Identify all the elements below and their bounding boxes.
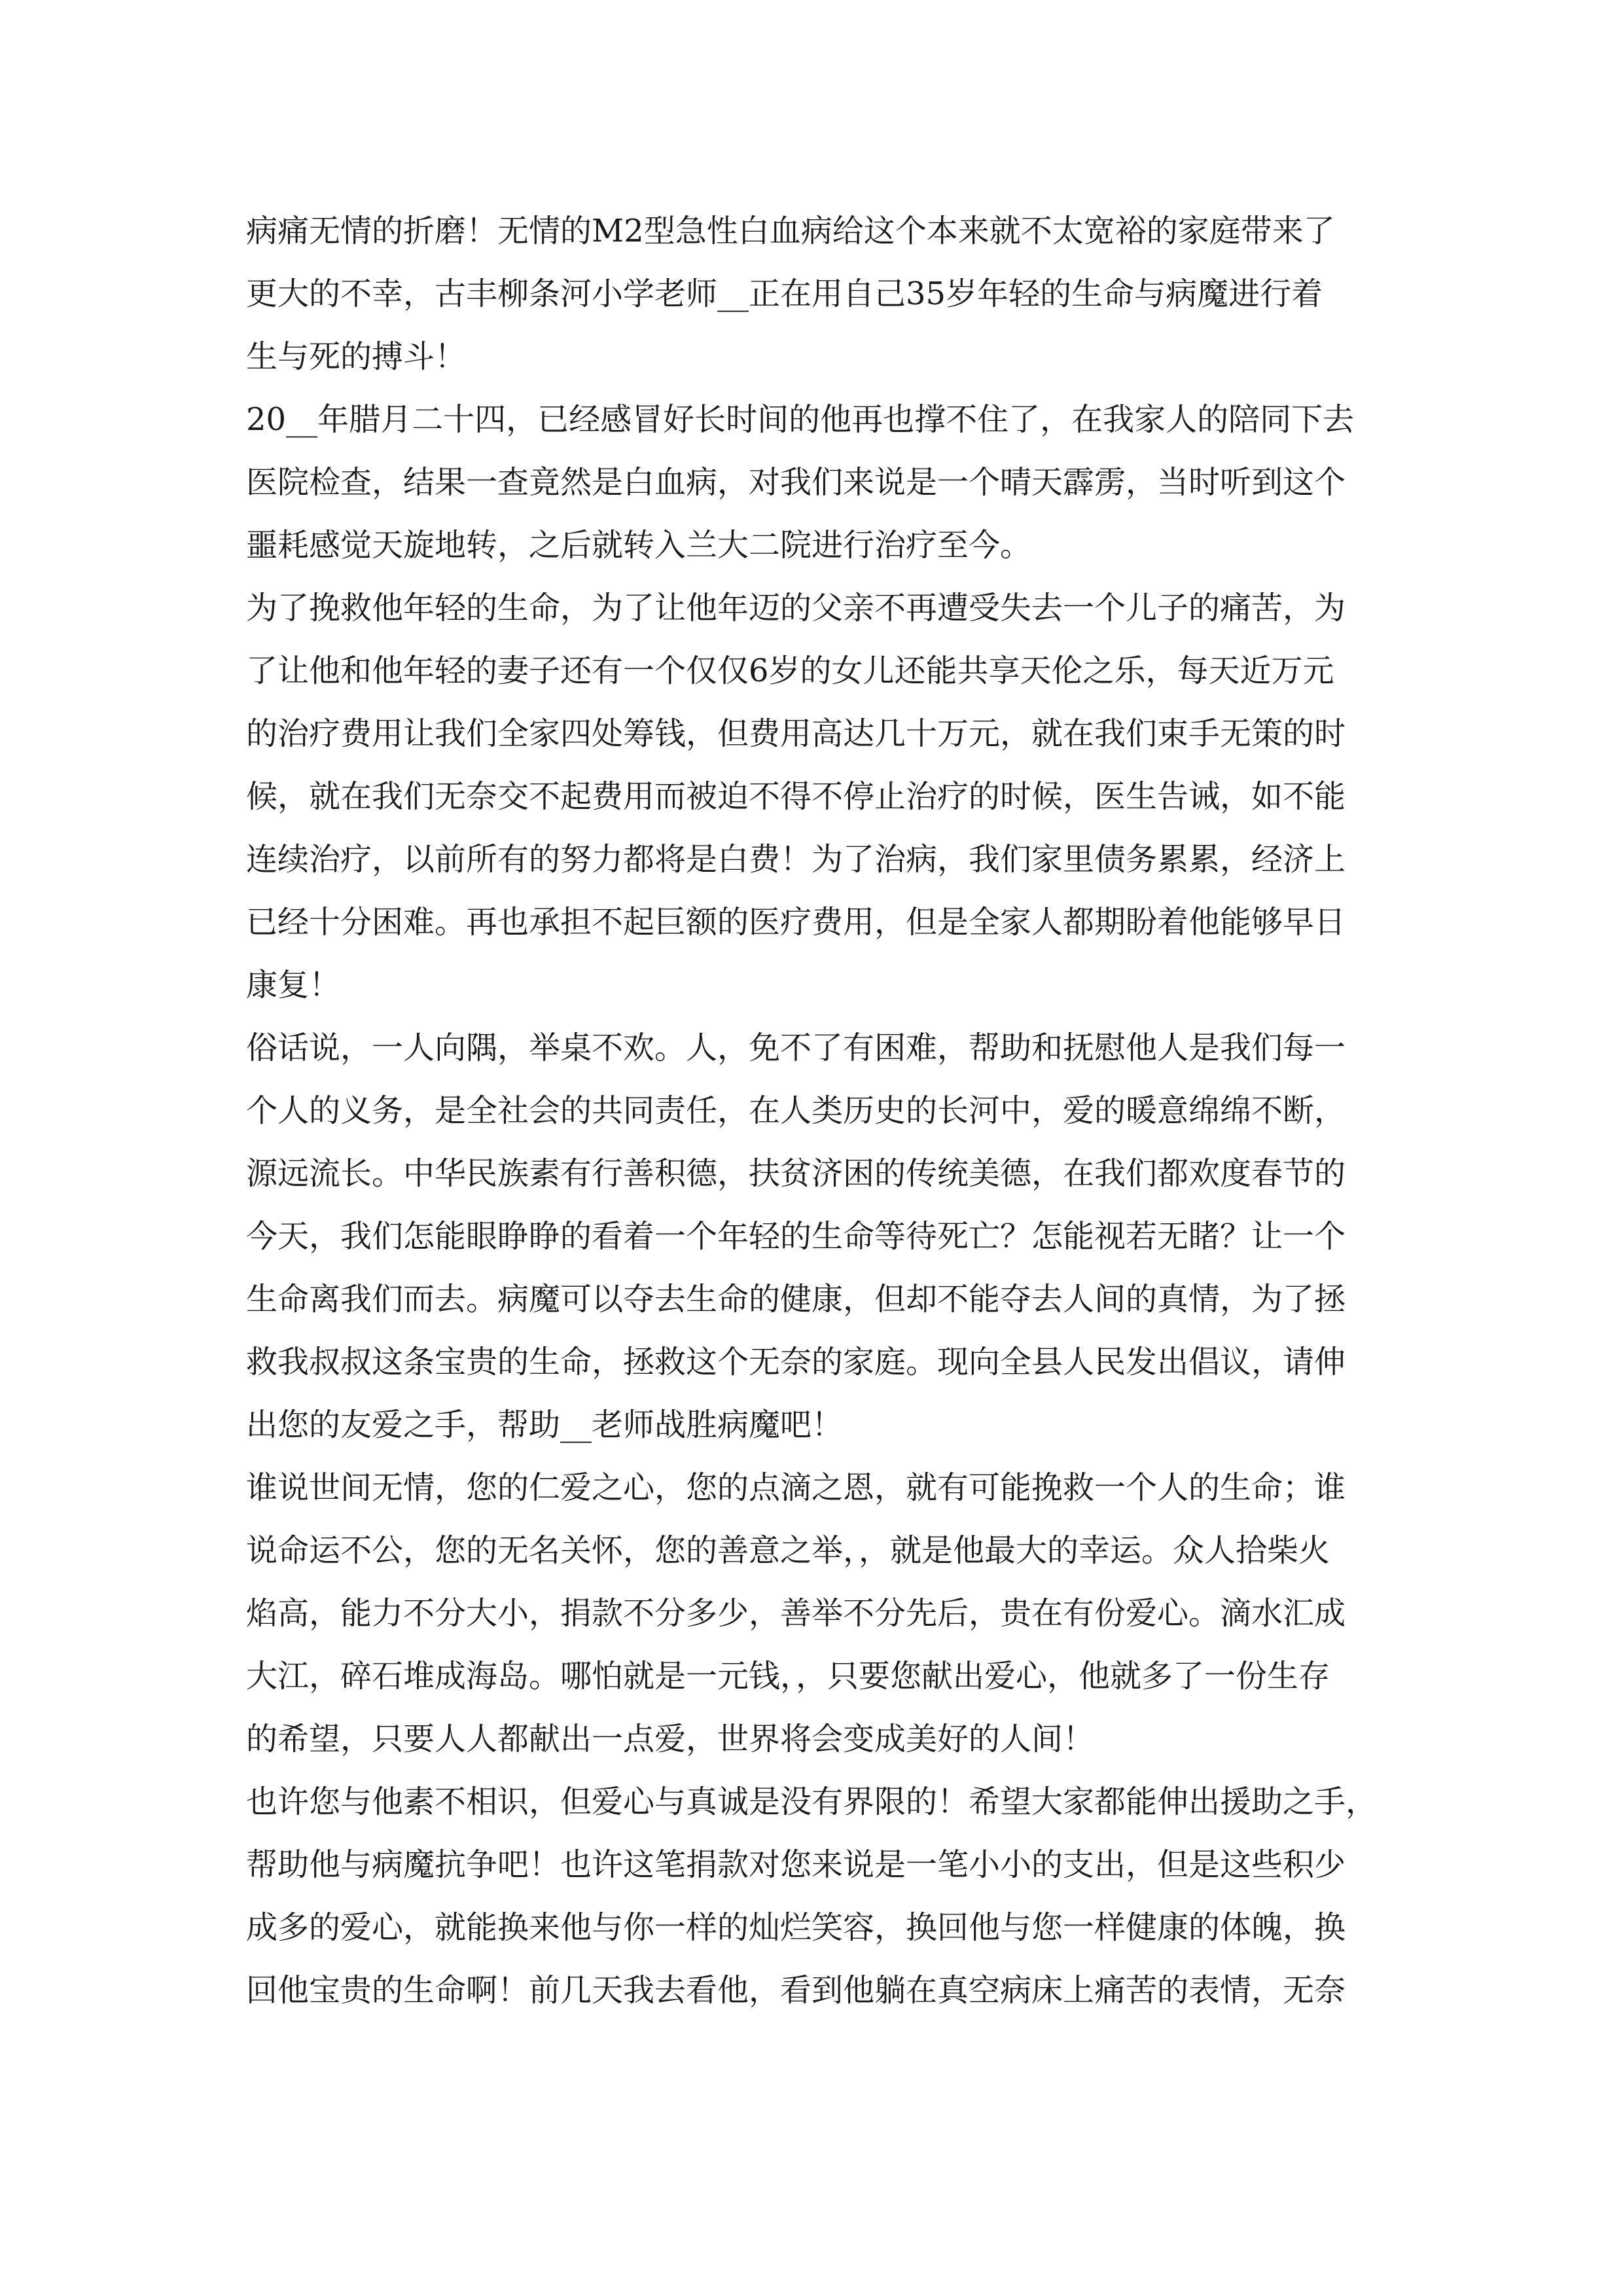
text-line: 焰高，能力不分大小，捐款不分多少，善举不分先后，贵在有份爱心。滴水汇成 bbox=[246, 1595, 1346, 1632]
text-line: 噩耗感觉天旋地转，之后就转入兰大二院进行治疗至今。 bbox=[246, 527, 1032, 564]
text-line: 更大的不幸，古丰柳条河小学老师__正在用自己35岁年轻的生命与病魔进行着 bbox=[246, 276, 1323, 312]
text-line: 回他宝贵的生命啊！前几天我去看他，看到他躺在真空病床上痛苦的表情，无奈 bbox=[246, 1972, 1346, 2009]
text-line: 20__年腊月二十四，已经感冒好长时间的他再也撑不住了，在我家人的陪同下去 bbox=[246, 401, 1355, 438]
text-line: 也许您与他素不相识，但爱心与真诚是没有界限的！希望大家都能伸出援助之手， bbox=[246, 1784, 1378, 1820]
text-line: 成多的爱心，就能换来他与你一样的灿烂笑容，换回他与您一样健康的体魄，换 bbox=[246, 1909, 1346, 1946]
text-line: 已经十分困难。再也承担不起巨额的医疗费用，但是全家人都期盼着他能够早日 bbox=[246, 904, 1346, 941]
text-line: 病痛无情的折磨！无情的M2型急性白血病给这个本来就不太宽裕的家庭带来了 bbox=[246, 213, 1335, 249]
text-line: 的希望，只要人人都献出一点爱，世界将会变成美好的人间！ bbox=[246, 1721, 1095, 1757]
text-line: 今天，我们怎能眼睁睁的看着一个年轻的生命等待死亡？怎能视若无睹？让一个 bbox=[246, 1218, 1346, 1255]
text-line: 生命离我们而去。病魔可以夺去生命的健康，但却不能夺去人间的真情，为了拯 bbox=[246, 1281, 1346, 1318]
text-line: 源远流长。中华民族素有行善积德，扶贫济困的传统美德，在我们都欢度春节的 bbox=[246, 1155, 1346, 1192]
text-line: 大江，碎石堆成海岛。哪怕就是一元钱，，只要您献出爱心，他就多了一份生存 bbox=[246, 1658, 1330, 1695]
text-line: 的治疗费用让我们全家四处筹钱，但费用高达几十万元，就在我们束手无策的时 bbox=[246, 715, 1346, 752]
text-line: 连续治疗，以前所有的努力都将是白费！为了治病，我们家里债务累累，经济上 bbox=[246, 841, 1346, 878]
text-line: 医院检查，结果一查竟然是白血病，对我们来说是一个晴天霹雳，当时听到这个 bbox=[246, 464, 1346, 501]
text-line: 救我叔叔这条宝贵的生命，拯救这个无奈的家庭。现向全县人民发出倡议，请伸 bbox=[246, 1344, 1346, 1380]
text-line: 了让他和他年轻的妻子还有一个仅仅6岁的女儿还能共享天伦之乐，每天近万元 bbox=[246, 653, 1334, 689]
text-line: 候，就在我们无奈交不起费用而被迫不得不停止治疗的时候，医生告诫，如不能 bbox=[246, 778, 1346, 815]
text-line: 说命运不公，您的无名关怀，您的善意之举，，就是他最大的幸运。众人拾柴火 bbox=[246, 1532, 1330, 1569]
text-line: 出您的友爱之手，帮助__老师战胜病魔吧！ bbox=[246, 1407, 844, 1443]
text-line: 谁说世间无情，您的仁爱之心，您的点滴之恩，就有可能挽救一个人的生命；谁 bbox=[246, 1469, 1346, 1506]
text-line: 帮助他与病魔抗争吧！也许这笔捐款对您来说是一笔小小的支出，但是这些积少 bbox=[246, 1846, 1346, 1883]
text-line: 康复！ bbox=[246, 967, 341, 1003]
text-line: 为了挽救他年轻的生命，为了让他年迈的父亲不再遭受失去一个儿子的痛苦，为 bbox=[246, 590, 1346, 626]
text-line: 个人的义务，是全社会的共同责任，在人类历史的长河中，爱的暖意绵绵不断， bbox=[246, 1092, 1346, 1129]
text-line: 生与死的搏斗！ bbox=[246, 338, 467, 375]
text-line: 俗话说，一人向隅，举桌不欢。人，免不了有困难，帮助和抚慰他人是我们每一 bbox=[246, 1030, 1346, 1066]
